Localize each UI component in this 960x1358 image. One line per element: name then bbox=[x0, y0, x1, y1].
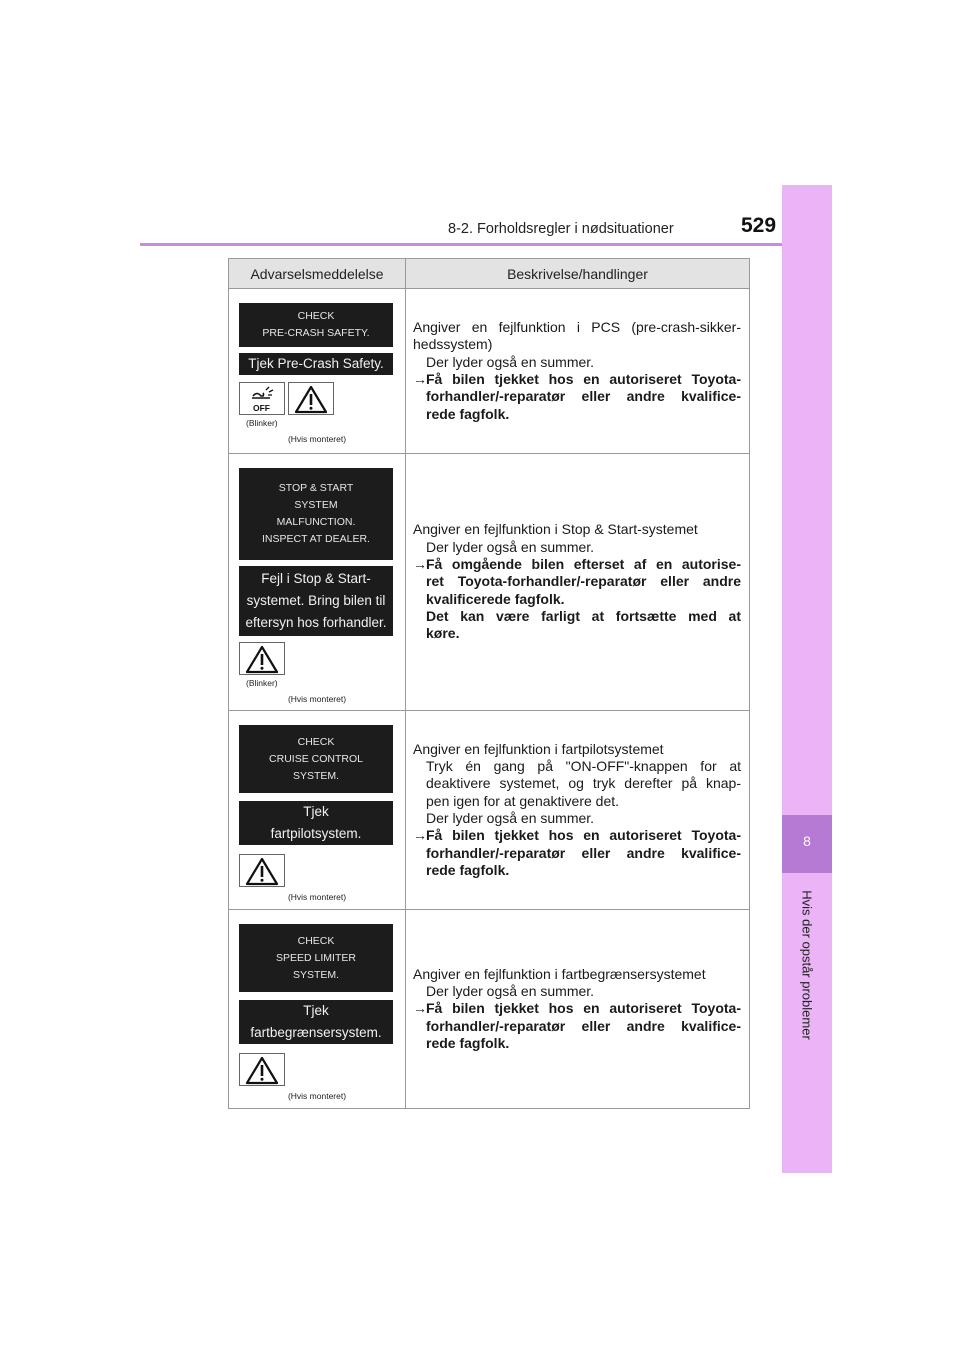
message-english: CHECK SPEED LIMITER SYSTEM. bbox=[239, 924, 393, 992]
off-label: OFF bbox=[253, 402, 270, 413]
fitted-note: (Hvis monteret) bbox=[287, 434, 347, 444]
warning-table bbox=[228, 258, 750, 1109]
section-title: 8-2. Forholdsregler i nødsituationer bbox=[448, 221, 674, 237]
description-cell: Angiver en fejlfunktion i PCS (pre-crash-sikker- hedssystem) Der lyder også en summer. → Få bilen tjekket hos en autoriseret Toyota- forhandler/-reparatør eller andre kvalifice- rede fagfolk. bbox=[406, 289, 750, 454]
warning-triangle-icon bbox=[239, 854, 285, 887]
fitted-note: (Hvis monteret) bbox=[287, 694, 347, 704]
col-header-message: Advarselsmeddelelse bbox=[229, 259, 406, 289]
fitted-note: (Hvis monteret) bbox=[287, 1091, 347, 1101]
pcs-off-icon bbox=[239, 382, 285, 415]
action-text: → Få bilen tjekket hos en autoriseret Toyota- forhandler/-reparatør eller andre kvalifice- rede fagfolk. bbox=[413, 371, 741, 422]
indicator-icons bbox=[239, 854, 405, 887]
message-cell bbox=[229, 289, 406, 454]
table-row bbox=[229, 711, 750, 910]
message-local: Fejl i Stop & Start- systemet. Bring bilen til eftersyn hos forhandler. bbox=[239, 566, 393, 636]
col-header-description: Beskrivelse/handlinger bbox=[406, 259, 750, 289]
header-rule bbox=[140, 243, 832, 246]
message-cell bbox=[229, 910, 406, 1109]
chapter-number: 8 bbox=[803, 833, 811, 849]
message-local: Tjek fartbegrænsersystem. bbox=[239, 1000, 393, 1044]
arrow-icon: → bbox=[413, 556, 427, 573]
indicator-icons bbox=[239, 382, 405, 415]
chapter-label: Hvis der opstår problemer bbox=[799, 890, 815, 1040]
table-row bbox=[229, 289, 750, 454]
blinker-note: (Blinker) bbox=[246, 678, 278, 688]
message-english: CHECK PRE-CRASH SAFETY. bbox=[239, 303, 393, 347]
action-text: → Få omgående bilen efterset af en autorise- ret Toyota-forhandler/-reparatør eller andre kvalificerede fagfolk. Det kan være farligt at fortsætte med at køre. bbox=[413, 556, 741, 642]
action-text: → Få bilen tjekket hos en autoriseret Toyota- forhandler/-reparatør eller andre kvalifice- rede fagfolk. bbox=[413, 827, 741, 878]
action-text: → Få bilen tjekket hos en autoriseret Toyota- forhandler/-reparatør eller andre kvalifice- rede fagfolk. bbox=[413, 1000, 741, 1051]
description-cell: Angiver en fejlfunktion i Stop & Start-systemet Der lyder også en summer. → Få omgående bilen efterset af en autorise- ret Toyota-forhandler/-reparatør eller andre kvalificerede fagfolk. Det kan være farligt at fortsætte med at køre. bbox=[406, 454, 750, 711]
table-header bbox=[229, 259, 750, 289]
arrow-icon: → bbox=[413, 1000, 427, 1017]
arrow-icon: → bbox=[413, 371, 427, 387]
fitted-note: (Hvis monteret) bbox=[287, 892, 347, 902]
arrow-icon: → bbox=[413, 827, 427, 844]
message-english: CHECK CRUISE CONTROL SYSTEM. bbox=[239, 725, 393, 793]
blinker-note: (Blinker) bbox=[246, 418, 278, 428]
message-cell bbox=[229, 711, 406, 910]
table-row bbox=[229, 910, 750, 1109]
warning-triangle-icon bbox=[239, 642, 285, 675]
description-cell: Angiver en fejlfunktion i fartbegrænsersystemet Der lyder også en summer. → Få bilen tjekket hos en autoriseret Toyota- forhandler/-reparatør eller andre kvalifice- rede fagfolk. bbox=[406, 910, 750, 1109]
indicator-icons bbox=[239, 1053, 405, 1086]
message-cell bbox=[229, 454, 406, 711]
message-local: Tjek fartpilotsystem. bbox=[239, 801, 393, 845]
warning-triangle-icon bbox=[288, 382, 334, 415]
warning-triangle-icon bbox=[239, 1053, 285, 1086]
table-row bbox=[229, 454, 750, 711]
page-number: 529 bbox=[741, 214, 777, 237]
message-english: STOP & START SYSTEM MALFUNCTION. INSPECT AT DEALER. bbox=[239, 468, 393, 560]
description-cell: Angiver en fejlfunktion i fartpilotsystemet Tryk én gang på "ON-OFF"-knappen for at deaktivere systemet, og tryk derefter på knap- pen igen for at genaktivere det. Der lyder også en summer. → Få bilen tjekket hos en autoriseret Toyota- forhandler/-reparatør eller andre kvalifice- rede fagfolk. bbox=[406, 711, 750, 910]
message-local: Tjek Pre-Crash Safety. bbox=[239, 353, 393, 375]
indicator-icons bbox=[239, 642, 405, 675]
